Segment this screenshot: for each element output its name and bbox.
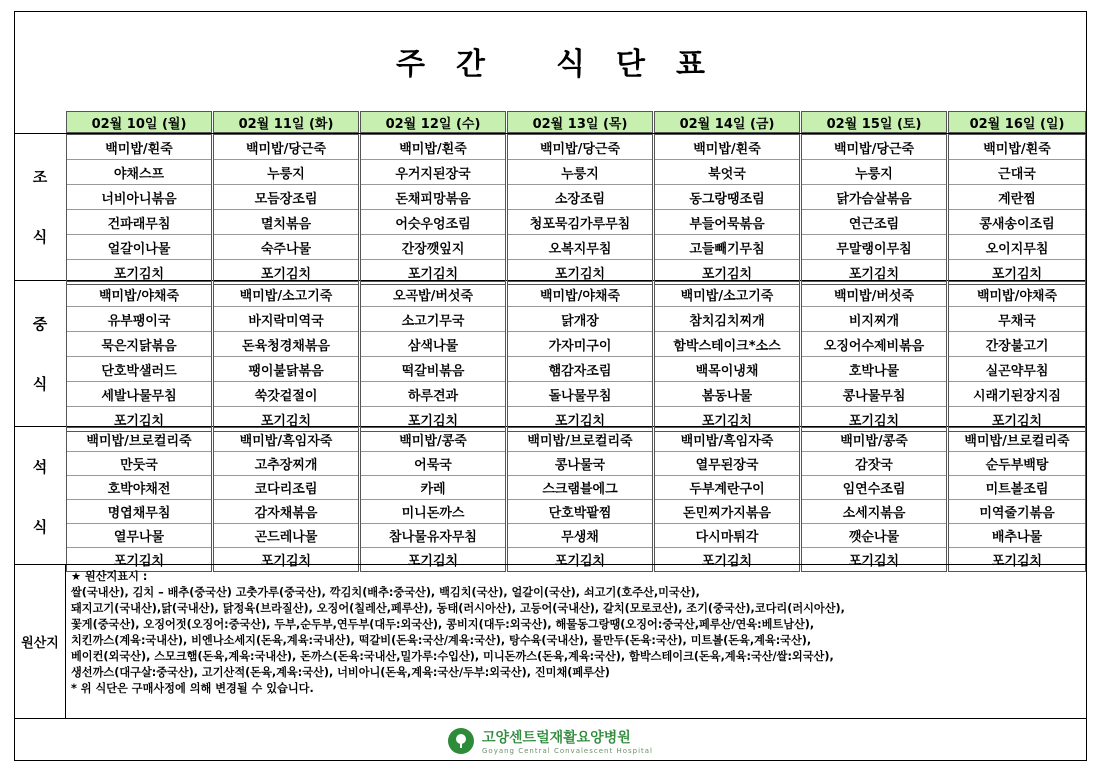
menu-item: 호박나물 — [802, 357, 946, 382]
title-char: 단 — [616, 47, 645, 82]
menu-item: 쑥갓겉절이 — [214, 382, 358, 407]
meal-label-dinner: 석 식 — [32, 457, 48, 536]
menu-item: 스크램블에그 — [508, 476, 652, 500]
title-char: 표 — [676, 47, 705, 82]
menu-item: 백미밥/흑임자죽 — [655, 428, 799, 452]
menu-item: 포기김치 — [407, 266, 459, 282]
origin-heading: ★ 원산지표시 : — [71, 570, 148, 583]
menu-item: 팽이불닭볶음 — [214, 357, 358, 382]
menu-item: 포기김치 — [701, 413, 753, 429]
menu-item: 오복지무침 — [508, 235, 652, 260]
menu-item: 백미밥/야채죽 — [949, 282, 1085, 307]
menu-item: 묵은지닭볶음 — [67, 332, 211, 357]
menu-column — [66, 427, 212, 572]
menu-item: 백미밥/야채죽 — [67, 282, 211, 307]
menu-item: 비지찌개 — [802, 307, 946, 332]
menu-item: 떡갈비볶음 — [361, 357, 505, 382]
menu-item: 포기김치 — [991, 413, 1043, 429]
menu-item: 닭개장 — [508, 307, 652, 332]
menu-item: 미역줄기볶음 — [949, 500, 1085, 524]
menu-item: 임연수조림 — [802, 476, 946, 500]
day-header: 02월 14일 (금) — [654, 111, 800, 133]
menu-column — [507, 427, 653, 572]
origin-line: 꽃게(중국산), 오징어젓(오징어:중국산), 두부,순두부,연두부(대두:외국산), 콩비지(대두:외국산), 해물동그랑땡(오징어:중국산,페루산/연육:베트남산), — [71, 618, 815, 631]
menu-item: 포기김치 — [554, 554, 606, 569]
menu-item: 미트볼조림 — [949, 476, 1085, 500]
menu-item: 함박스테이크*소스 — [655, 332, 799, 357]
menu-item: 하루견과 — [361, 382, 505, 407]
menu-item: 포기김치 — [848, 413, 900, 429]
menu-item: 코다리조림 — [214, 476, 358, 500]
menu-item: 청포묵김가루무침 — [508, 210, 652, 235]
menu-column — [360, 134, 506, 285]
hospital-logo — [15, 718, 1086, 762]
origin-line: 베이컨(외국산), 스모크햄(돈육,계육:국내산), 돈까스(돈육:국내산,밀가루:수입산), 미니돈까스(돈육,계육:국산), 함박스테이크(돈육,계육:국산/쌀:외국산), — [71, 650, 834, 663]
menu-item: 포기김치 — [113, 554, 165, 569]
menu-item: 단호박팥찜 — [508, 500, 652, 524]
meal-label-breakfast: 조 식 — [32, 168, 48, 246]
menu-item: 세발나물무침 — [67, 382, 211, 407]
menu-column — [507, 134, 653, 285]
menu-item: 실곤약무침 — [949, 357, 1085, 382]
menu-item: 연근조림 — [802, 210, 946, 235]
menu-item: 백미밥/브로컬리죽 — [949, 428, 1085, 452]
menu-item: 포기김치 — [554, 413, 606, 429]
meal-label-lunch: 중 식 — [32, 314, 48, 393]
menu-item: 두부계란구이 — [655, 476, 799, 500]
menu-item: 오곡밥/버섯죽 — [361, 282, 505, 307]
tree-logo-icon — [448, 728, 474, 754]
menu-column — [66, 134, 212, 285]
menu-change-note: * 위 식단은 구매사정에 의해 변경될 수 있습니다. — [71, 682, 314, 695]
menu-item: 포기김치 — [113, 413, 165, 429]
menu-item: 가자미구이 — [508, 332, 652, 357]
menu-item: 만둣국 — [67, 452, 211, 476]
menu-item: 미니돈까스 — [361, 500, 505, 524]
day-header: 02월 11일 (화) — [213, 111, 359, 133]
origin-info — [71, 569, 1081, 697]
menu-column — [213, 427, 359, 572]
menu-item: 호박야채전 — [67, 476, 211, 500]
menu-item: 참나물유자무침 — [361, 524, 505, 548]
menu-item: 누룽지 — [214, 160, 358, 185]
menu-item: 참치김치찌개 — [655, 307, 799, 332]
menu-item: 포기김치 — [991, 266, 1043, 282]
menu-item: 어묵국 — [361, 452, 505, 476]
menu-item: 백미밥/당근죽 — [214, 135, 358, 160]
menu-item: 너비아니볶음 — [67, 185, 211, 210]
origin-line: 쌀(국내산), 김치 – 배추(중국산) 고춧가루(중국산), 깍김치(배추:중국산), 백김치(국산), 얼갈이(국산), 쇠고기(호주산,미국산), — [71, 586, 700, 599]
menu-item: 백미밥/흰죽 — [67, 135, 211, 160]
page-title — [15, 12, 1086, 110]
menu-item: 오이지무침 — [949, 235, 1085, 260]
menu-item: 포기김치 — [407, 554, 459, 569]
menu-item: 돌나물무침 — [508, 382, 652, 407]
menu-item: 카레 — [361, 476, 505, 500]
menu-column — [654, 281, 800, 432]
menu-column — [654, 427, 800, 572]
menu-item: 무말랭이무침 — [802, 235, 946, 260]
menu-item: 백미밥/브로컬리죽 — [67, 428, 211, 452]
menu-item: 건파래무침 — [67, 210, 211, 235]
menu-item: 백미밥/흰죽 — [949, 135, 1085, 160]
menu-item: 간장깻잎지 — [361, 235, 505, 260]
menu-column — [66, 281, 212, 432]
menu-item: 부들어묵볶음 — [655, 210, 799, 235]
menu-item: 시래기된장지짐 — [949, 382, 1085, 407]
menu-item: 포기김치 — [848, 554, 900, 569]
menu-item: 유부팽이국 — [67, 307, 211, 332]
menu-item: 무채국 — [949, 307, 1085, 332]
menu-item: 백목이냉채 — [655, 357, 799, 382]
menu-item: 백미밥/버섯죽 — [802, 282, 946, 307]
menu-item: 돈민찌가지볶음 — [655, 500, 799, 524]
menu-item: 야채스프 — [67, 160, 211, 185]
menu-item: 포기김치 — [701, 266, 753, 282]
title-char: 간 — [456, 47, 485, 82]
menu-item: 백미밥/흑임자죽 — [214, 428, 358, 452]
menu-item: 어슷우엉조림 — [361, 210, 505, 235]
menu-item: 포기김치 — [701, 554, 753, 569]
menu-column — [213, 134, 359, 285]
menu-item: 순두부백탕 — [949, 452, 1085, 476]
menu-column — [801, 134, 947, 285]
origin-line: 치킨까스(계육:국내산), 비엔나소세지(돈육,계육:국내산), 떡갈비(돈육:국산/계육:국산), 탕수육(국내산), 물만두(돈육:국산), 미트볼(돈육,계육:국산), — [71, 634, 812, 647]
menu-item: 백미밥/콩죽 — [802, 428, 946, 452]
menu-column — [948, 281, 1086, 432]
menu-sheet — [14, 11, 1087, 761]
menu-column — [360, 427, 506, 572]
menu-item: 열무된장국 — [655, 452, 799, 476]
menu-item: 숙주나물 — [214, 235, 358, 260]
menu-column — [801, 281, 947, 432]
menu-item: 백미밥/야채죽 — [508, 282, 652, 307]
menu-item: 햄감자조림 — [508, 357, 652, 382]
menu-item: 백미밥/소고기죽 — [214, 282, 358, 307]
menu-item: 근대국 — [949, 160, 1085, 185]
menu-column — [213, 281, 359, 432]
menu-item: 소고기무국 — [361, 307, 505, 332]
menu-column — [948, 427, 1086, 572]
menu-item: 계란찜 — [949, 185, 1085, 210]
menu-item: 콩나물무침 — [802, 382, 946, 407]
menu-item: 봄동나물 — [655, 382, 799, 407]
menu-item: 돈채피망볶음 — [361, 185, 505, 210]
menu-item: 무생채 — [508, 524, 652, 548]
menu-item: 누룽지 — [508, 160, 652, 185]
menu-item: 오징어수제비볶음 — [802, 332, 946, 357]
menu-item: 백미밥/콩죽 — [361, 428, 505, 452]
menu-item: 단호박샐러드 — [67, 357, 211, 382]
menu-column — [507, 281, 653, 432]
menu-column — [654, 134, 800, 285]
menu-item: 백미밥/브로컬리죽 — [508, 428, 652, 452]
menu-item: 배추나물 — [949, 524, 1085, 548]
title-char: 식 — [556, 47, 585, 82]
hospital-name-en: Goyang Central Convalescent Hospital — [481, 746, 654, 755]
menu-column — [360, 281, 506, 432]
origin-line: 생선까스(대구살:중국산), 고기산적(돈육,계육:국산), 너비아니(돈육,계육:국산/두부:외국산), 진미채(페루산) — [71, 666, 610, 679]
menu-item: 포기김치 — [260, 266, 312, 282]
menu-item: 고추장찌개 — [214, 452, 358, 476]
menu-item: 백미밥/흰죽 — [361, 135, 505, 160]
menu-item: 포기김치 — [260, 554, 312, 569]
day-header: 02월 10일 (월) — [66, 111, 212, 133]
menu-item: 북엇국 — [655, 160, 799, 185]
menu-item: 포기김치 — [407, 413, 459, 429]
menu-item: 감잣국 — [802, 452, 946, 476]
menu-item: 콩나물국 — [508, 452, 652, 476]
menu-item: 소장조림 — [508, 185, 652, 210]
menu-item: 포기김치 — [991, 554, 1043, 569]
menu-item: 곤드레나물 — [214, 524, 358, 548]
menu-item: 백미밥/소고기죽 — [655, 282, 799, 307]
day-header: 02월 12일 (수) — [360, 111, 506, 133]
menu-item: 다시마튀각 — [655, 524, 799, 548]
day-header: 02월 13일 (목) — [507, 111, 653, 133]
menu-item: 소세지볶음 — [802, 500, 946, 524]
menu-item: 멸치볶음 — [214, 210, 358, 235]
menu-item: 닭가슴살볶음 — [802, 185, 946, 210]
menu-item: 모듬장조림 — [214, 185, 358, 210]
menu-item: 간장불고기 — [949, 332, 1085, 357]
menu-item: 백미밥/흰죽 — [655, 135, 799, 160]
menu-item: 포기김치 — [554, 266, 606, 282]
menu-column — [948, 134, 1086, 285]
menu-item: 얼갈이나물 — [67, 235, 211, 260]
menu-item: 백미밥/당근죽 — [802, 135, 946, 160]
menu-item: 포기김치 — [260, 413, 312, 429]
hospital-name-ko: 고양센트럴재활요양병원 — [481, 729, 631, 746]
title-char: 주 — [396, 47, 425, 82]
day-header: 02월 16일 (일) — [948, 111, 1086, 133]
menu-item: 동그랑땡조림 — [655, 185, 799, 210]
menu-item: 우거지된장국 — [361, 160, 505, 185]
menu-item: 콩새송이조림 — [949, 210, 1085, 235]
menu-item: 명엽채무침 — [67, 500, 211, 524]
menu-item: 누룽지 — [802, 160, 946, 185]
day-header: 02월 15일 (토) — [801, 111, 947, 133]
menu-item: 고들빼기무침 — [655, 235, 799, 260]
menu-item: 열무나물 — [67, 524, 211, 548]
menu-item: 깻순나물 — [802, 524, 946, 548]
menu-item: 돈육청경채볶음 — [214, 332, 358, 357]
menu-item: 삼색나물 — [361, 332, 505, 357]
menu-item: 바지락미역국 — [214, 307, 358, 332]
origin-label: 원산지 — [15, 565, 66, 718]
menu-item: 포기김치 — [848, 266, 900, 282]
menu-column — [801, 427, 947, 572]
menu-item: 백미밥/당근죽 — [508, 135, 652, 160]
menu-item: 포기김치 — [113, 266, 165, 282]
menu-item: 감자채볶음 — [214, 500, 358, 524]
origin-line: 돼지고기(국내산),닭(국내산), 닭정육(브라질산), 오징어(칠레산,페루산), 동태(러시아산), 고등어(국내산), 갈치(모로코산), 조기(중국산),코다리(러시아산), — [71, 602, 845, 615]
